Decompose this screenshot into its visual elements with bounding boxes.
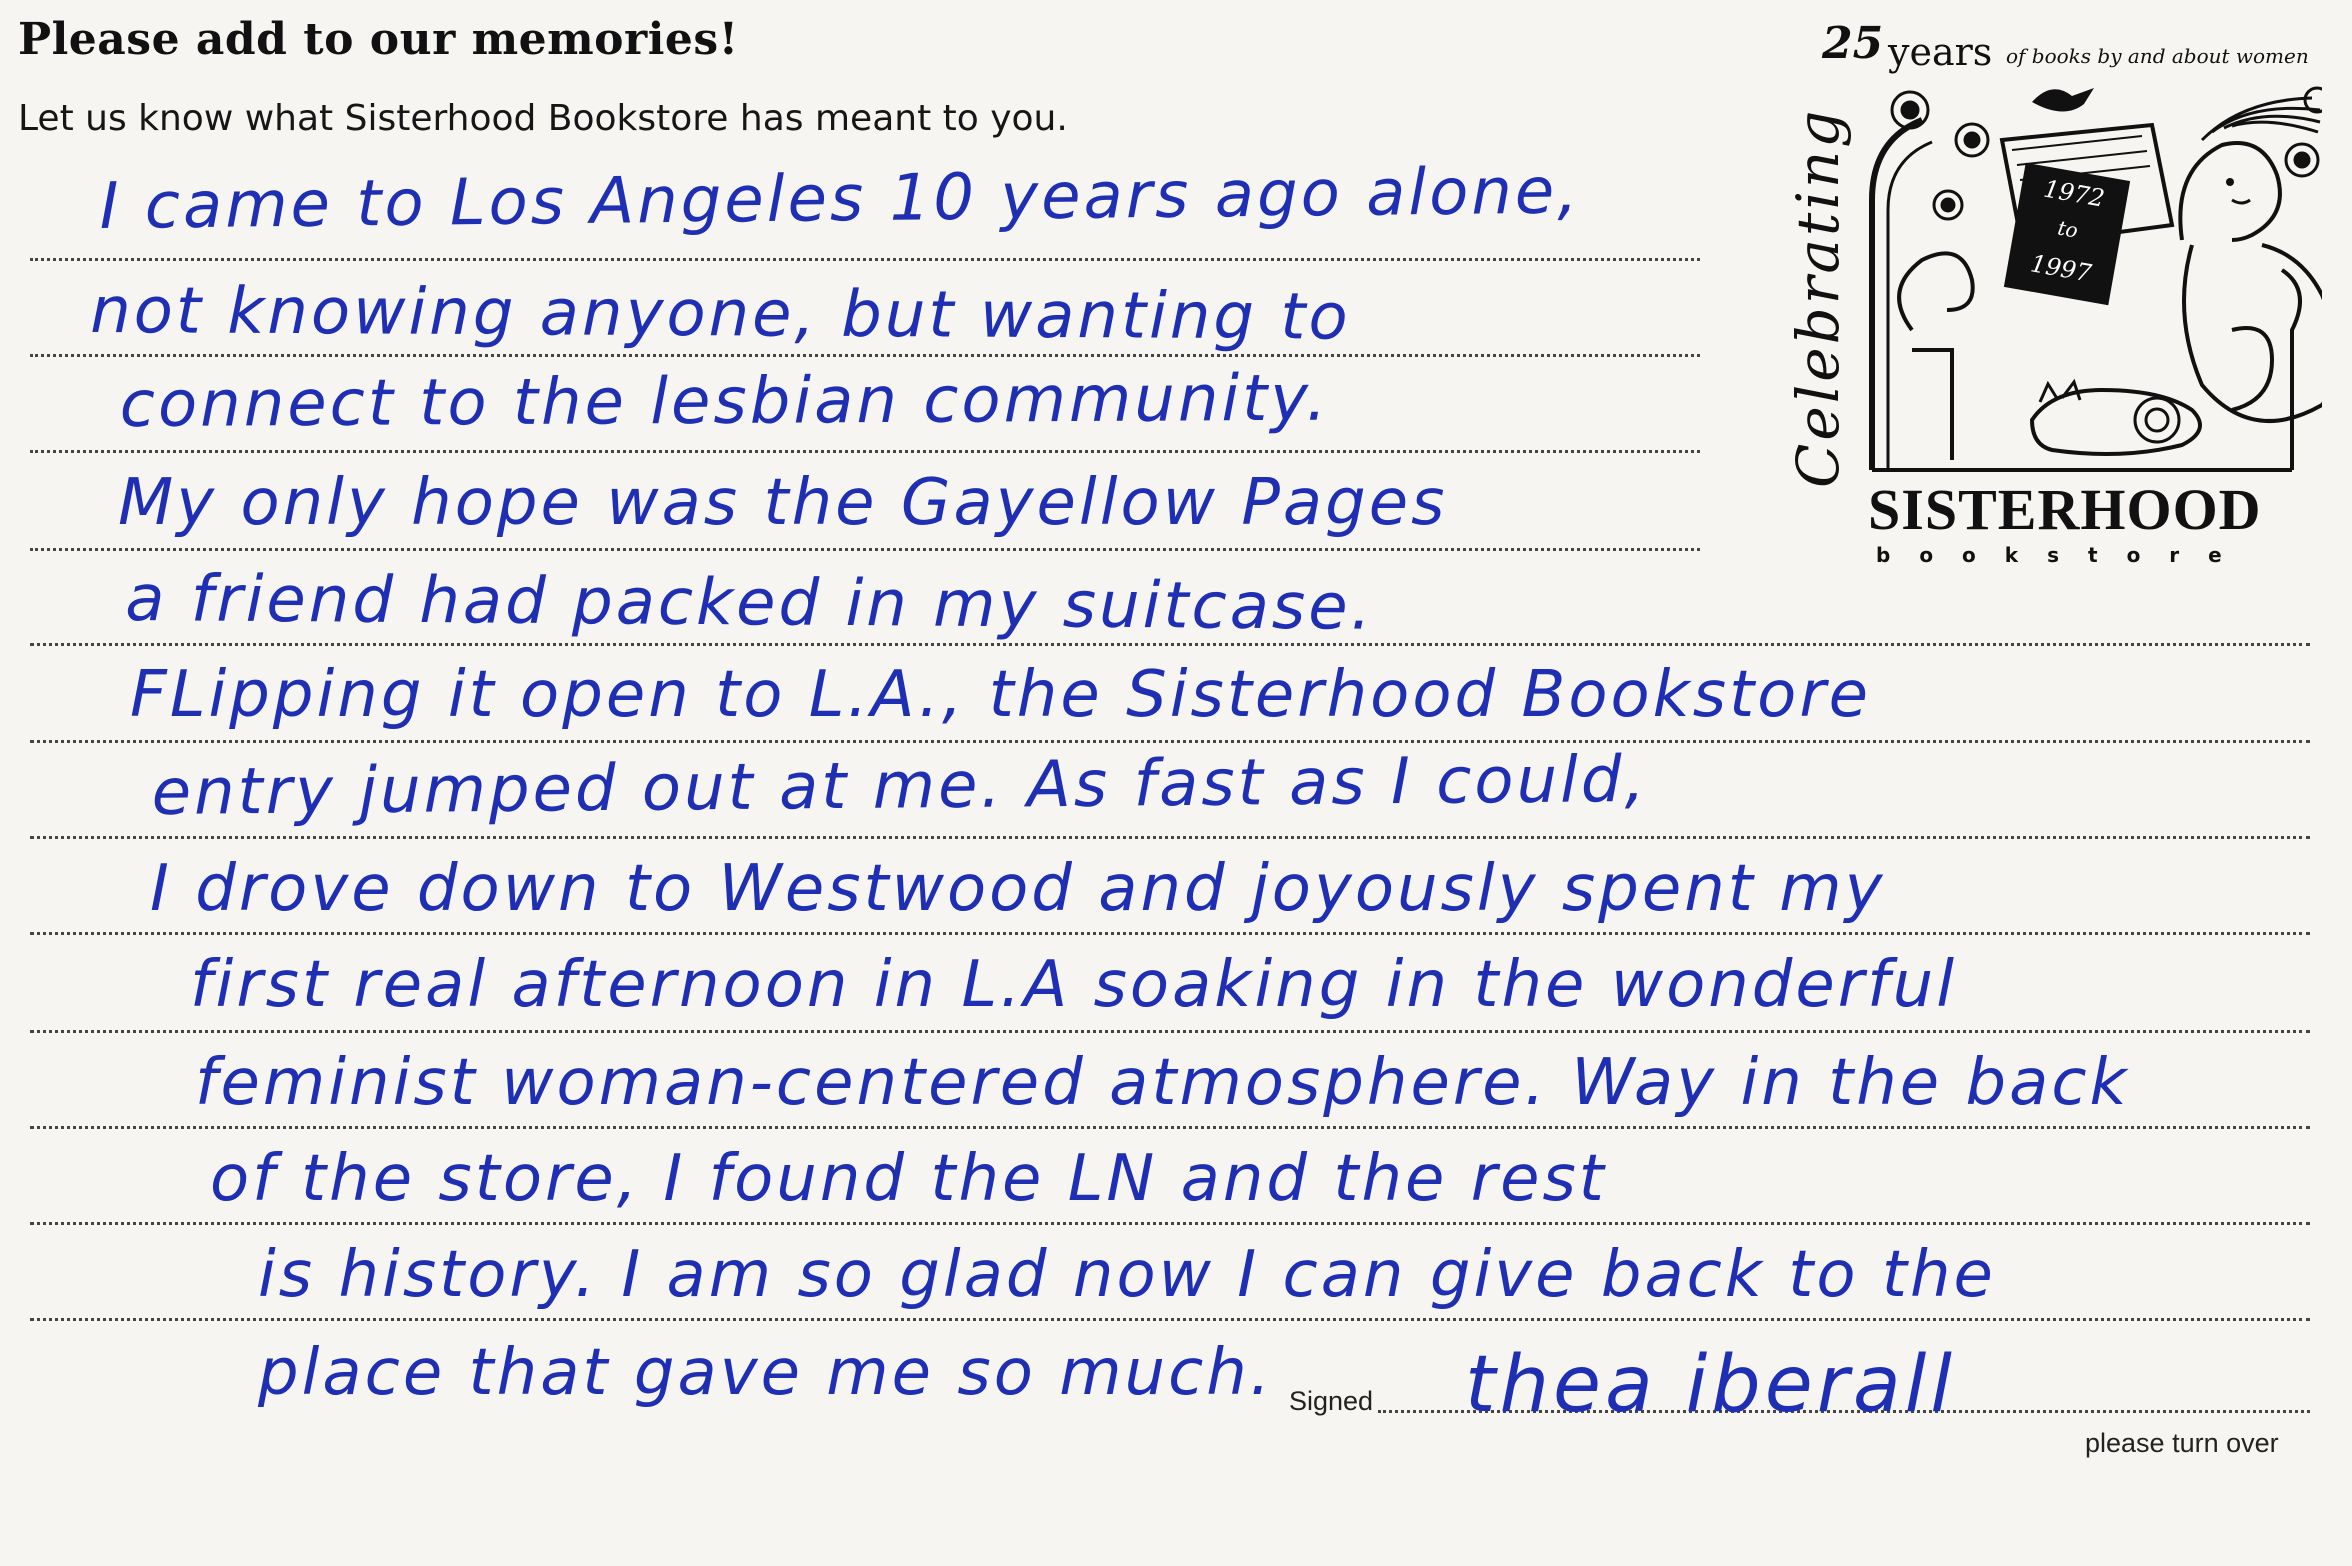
year-range-to: to bbox=[2055, 215, 2080, 243]
writing-line bbox=[30, 258, 1700, 261]
handwritten-line: place that gave me so much. bbox=[258, 1336, 1274, 1410]
years-number: 25 bbox=[1822, 18, 1884, 69]
writing-line bbox=[30, 932, 2310, 935]
writing-line bbox=[30, 1126, 2310, 1129]
handwritten-line: I drove down to Westwood and joyously spent my bbox=[150, 852, 1886, 926]
years-word: years bbox=[1888, 30, 1993, 74]
handwritten-line: feminist woman-centered atmosphere. Way in the back bbox=[195, 1046, 2130, 1120]
logo-tagline: of books by and about women bbox=[2006, 44, 2309, 68]
writing-line bbox=[30, 1222, 2310, 1225]
year-range-badge bbox=[2004, 163, 2130, 305]
writing-line bbox=[30, 836, 2310, 839]
card-subheading: Let us know what Sisterhood Bookstore has meant to you. bbox=[18, 98, 1068, 139]
handwritten-line: entry jumped out at me. As fast as I could, bbox=[151, 742, 1649, 830]
writing-line bbox=[30, 643, 2310, 646]
signature: thea iberall bbox=[1465, 1340, 1956, 1430]
start-year: 1972 bbox=[2041, 174, 2107, 213]
handwritten-line: a friend had packed in my suitcase. bbox=[125, 562, 1375, 645]
handwritten-line: I came to Los Angeles 10 years ago alone, bbox=[99, 154, 1581, 244]
handwritten-line: of the store, I found the LN and the rest bbox=[210, 1142, 1607, 1216]
writing-line bbox=[30, 740, 2310, 743]
handwritten-line: first real afternoon in L.A soaking in the wonderful bbox=[190, 948, 1957, 1022]
writing-line bbox=[30, 1318, 2310, 1321]
end-year: 1997 bbox=[2028, 249, 2094, 288]
signed-label: Signed bbox=[1289, 1386, 1374, 1416]
brand-name: SISTERHOOD bbox=[1868, 477, 2262, 542]
card-heading: Please add to our memories! bbox=[18, 14, 739, 65]
writing-line bbox=[30, 354, 1700, 357]
writing-line bbox=[30, 548, 1700, 551]
handwritten-line: My only hope was the Gayellow Pages bbox=[118, 466, 1448, 540]
handwritten-line: is history. I am so glad now I can give back to the bbox=[258, 1238, 1996, 1312]
handwritten-line: not knowing anyone, but wanting to bbox=[90, 274, 1351, 355]
writing-line bbox=[30, 1030, 2310, 1033]
sisterhood-anniversary-logo bbox=[1784, 18, 2330, 578]
turn-over-note: please turn over bbox=[2085, 1428, 2279, 1458]
handwritten-line: connect to the lesbian community. bbox=[119, 361, 1330, 442]
brand-subtitle: bookstore bbox=[1876, 543, 2251, 567]
handwritten-line: FLipping it open to L.A., the Sisterhood Bookstore bbox=[130, 658, 1871, 732]
celebrating-text: Celebrating bbox=[1784, 107, 1852, 488]
writing-line bbox=[30, 450, 1700, 453]
